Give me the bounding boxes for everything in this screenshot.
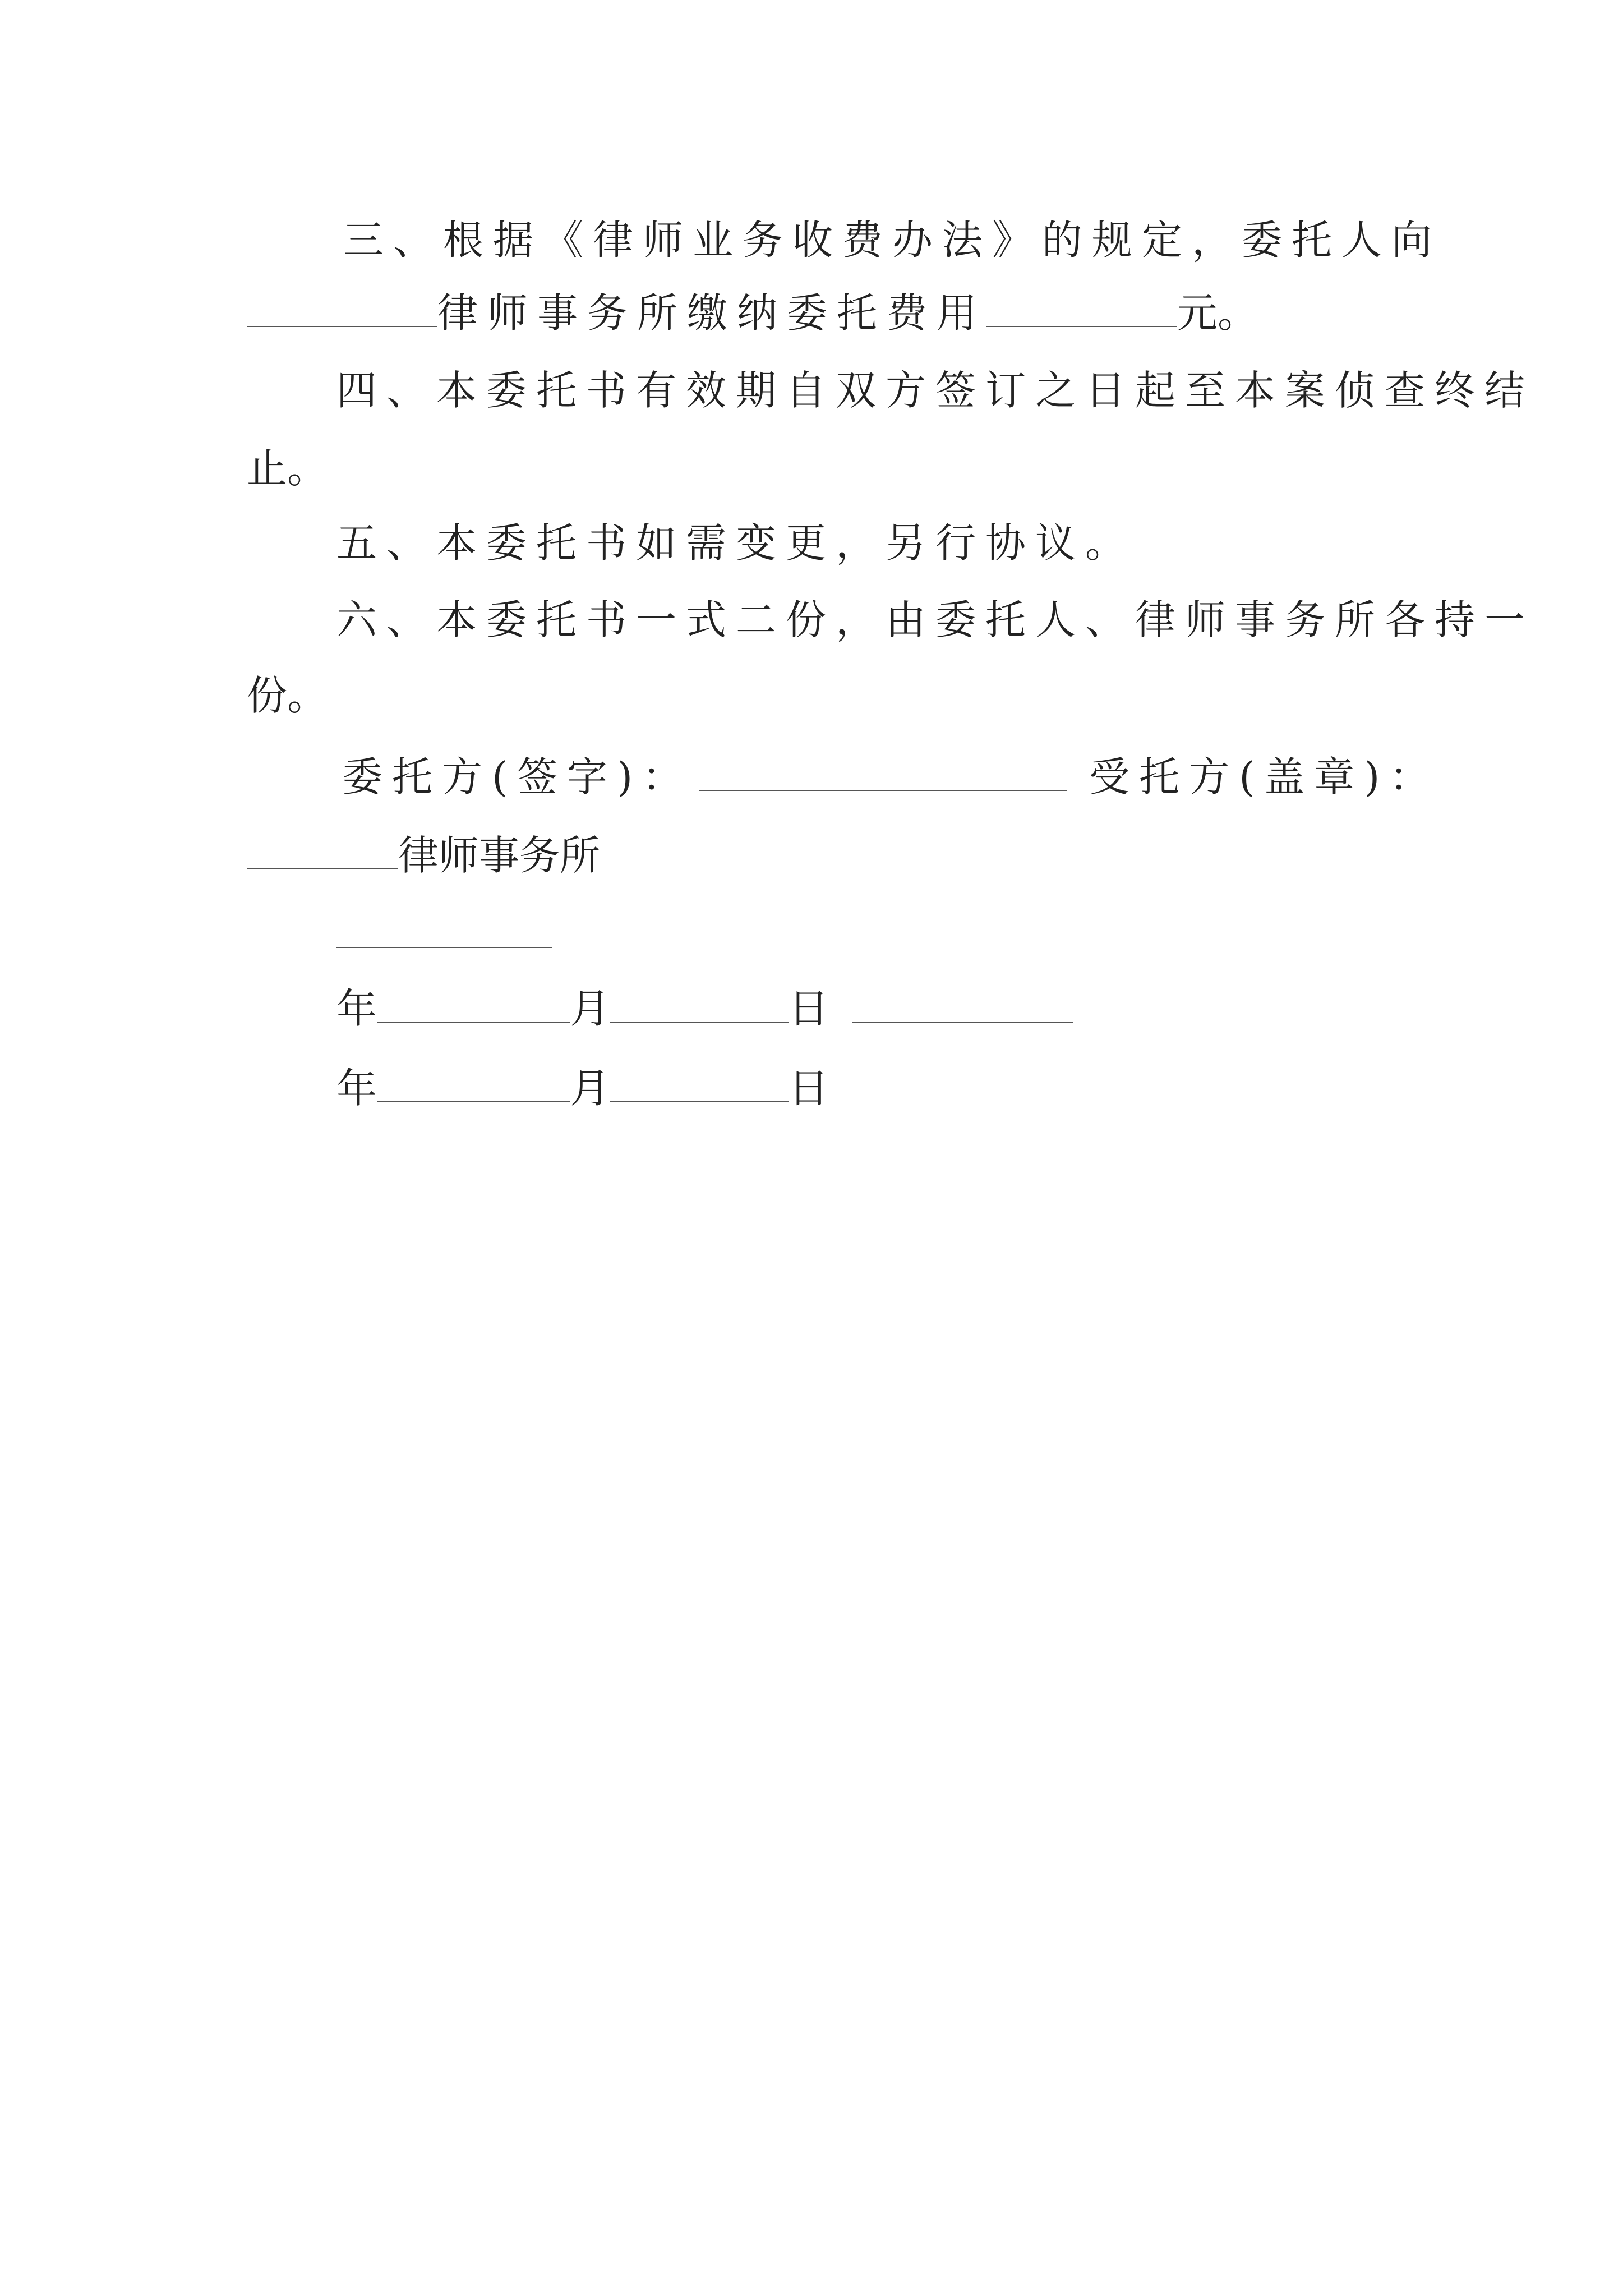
clause-5-line	[336, 515, 1481, 571]
law-firm-suffix: 律师事务所	[398, 832, 601, 879]
date-2-day-label: 日	[789, 1065, 829, 1112]
date-1-day-label: 日	[789, 985, 829, 1032]
date-2-year-label: 年	[336, 1065, 377, 1112]
clause-3-text-1: 三、根据《律师业务收费办法》的规定，委托人向	[343, 217, 1442, 264]
date-2-day-blank[interactable]	[610, 1061, 789, 1102]
clause-6-text-1: 六、本委托书一式二份，由委托人、律师事务所各持一	[336, 596, 1535, 643]
date-1-day-blank[interactable]	[610, 981, 789, 1023]
fee-amount-blank[interactable]	[986, 286, 1177, 327]
client-signature-label: 委托方(签字)：	[342, 753, 693, 800]
date-2-month-label: 月	[570, 1065, 611, 1112]
clause-3-text-3: 元。	[1177, 289, 1258, 337]
clause-4-line-1	[336, 362, 1535, 418]
date-line-2	[336, 1060, 1481, 1116]
trustee-seal-label: 受托方(盖章)：	[1089, 753, 1440, 800]
law-firm-name-blank[interactable]	[247, 286, 437, 327]
date-1-month-blank[interactable]	[377, 981, 570, 1023]
clause-3-line-1	[343, 212, 1487, 268]
clause-6-line-1	[336, 592, 1535, 648]
clause-6-text-2: 份。	[247, 672, 328, 719]
clause-6-line-2	[247, 668, 1391, 724]
date-1-month-label: 月	[570, 985, 611, 1032]
date-line-1	[336, 981, 1481, 1037]
clause-3-line-2	[247, 285, 1391, 341]
clause-4-text-1: 四、本委托书有效期自双方签订之日起至本案侦查终结	[336, 367, 1535, 414]
trustee-firm-blank[interactable]	[247, 828, 398, 869]
signature-line	[342, 749, 1486, 805]
clause-5-text: 五、本委托书如需变更，另行协议。	[336, 519, 1136, 567]
date-1-extra-blank[interactable]	[852, 981, 1073, 1023]
signature-blank-line[interactable]	[336, 947, 552, 948]
date-1-year-label: 年	[336, 985, 377, 1032]
date-2-month-blank[interactable]	[377, 1061, 570, 1102]
law-firm-line	[247, 827, 1391, 884]
clause-3-text-2: 律师事务所缴纳委托费用	[437, 289, 987, 337]
client-signature-blank[interactable]	[699, 749, 1067, 791]
clause-4-line-2	[247, 440, 1391, 496]
clause-4-text-2: 止。	[247, 445, 328, 492]
